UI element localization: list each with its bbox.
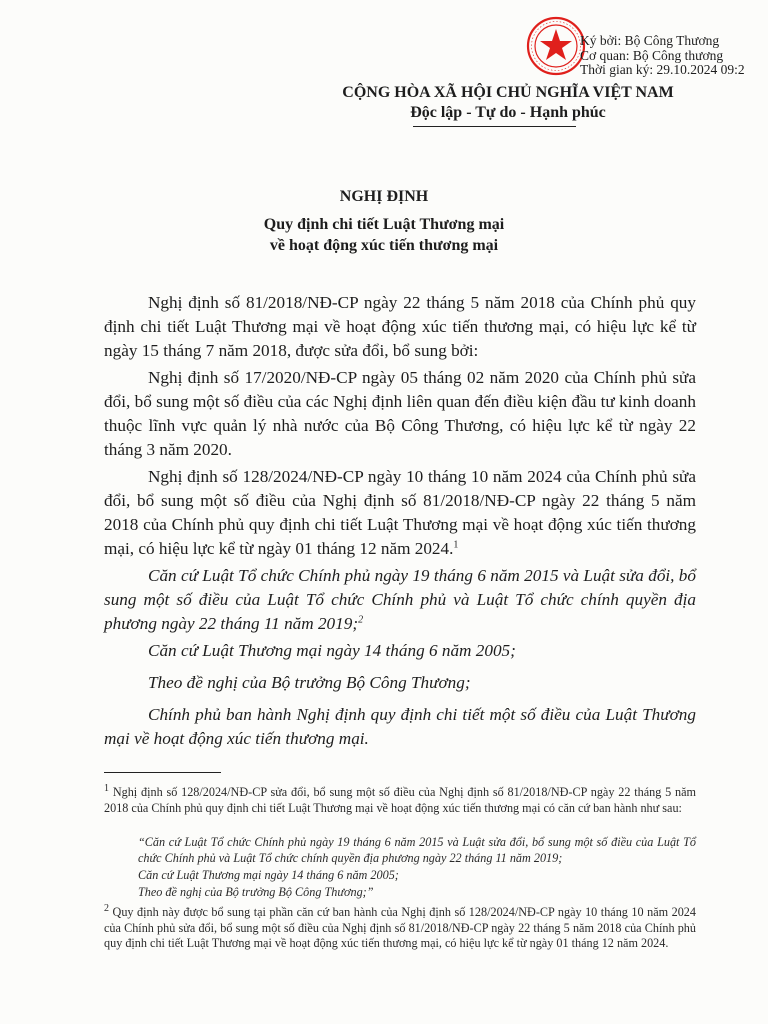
paragraph-4-text: Căn cứ Luật Tổ chức Chính phủ ngày 19 tháng 6 năm 2015 và Luật sửa đổi, bổ sung một số điều của Luật Tổ chức Chính phủ và Luật Tổ chức chính quyền địa phương ngày 22 tháng 11 năm 2019;	[104, 566, 696, 633]
national-title: CỘNG HÒA XÃ HỘI CHỦ NGHĨA VIỆT NAM	[342, 84, 674, 101]
footnote-1-quote-2: Căn cứ Luật Thương mại ngày 14 tháng 6 năm 2005;	[138, 868, 399, 882]
paragraph-5: Căn cứ Luật Thương mại ngày 14 tháng 6 năm 2005;	[148, 641, 516, 660]
digital-signature-seal	[526, 16, 586, 76]
footnote-1-text: Nghị định số 128/2024/NĐ-CP sửa đổi, bổ sung một số điều của Nghị định số 81/2018/NĐ-CP ngày 22 tháng 5 năm 2018 của Chính phủ quy định chi tiết Luật Thương mại về hoạt động xúc tiến thương mại có căn cứ ban hành như sau:	[104, 785, 696, 815]
paragraph-3	[104, 465, 696, 561]
subject-line-1: Quy định chi tiết Luật Thương mại	[263, 216, 505, 233]
footnote-1	[104, 782, 696, 816]
document-type: NGHỊ ĐỊNH	[339, 188, 429, 205]
motto-underline	[413, 126, 576, 127]
footnote-ref-2[interactable]: 2	[358, 614, 364, 626]
signature-signer: Ký bởi: Bộ Công Thương	[580, 33, 720, 48]
paragraph-6: Theo đề nghị của Bộ trưởng Bộ Công Thương;	[148, 673, 471, 692]
footnote-separator	[104, 772, 221, 773]
footnote-2	[104, 902, 696, 952]
paragraph-3-text: Nghị định số 128/2024/NĐ-CP ngày 10 tháng 10 năm 2024 của Chính phủ sửa đổi, bổ sung một số điều của Nghị định số 81/2018/NĐ-CP ngày 22 tháng 5 năm 2018 của Chính phủ quy định chi tiết Luật Thương mại về hoạt động xúc tiến thương mại, có hiệu lực kể từ ngày 01 tháng 12 năm 2024.	[104, 467, 696, 558]
document-subject	[0, 214, 768, 256]
footnote-ref-1[interactable]: 1	[453, 539, 459, 551]
paragraph-1: Nghị định số 81/2018/NĐ-CP ngày 22 tháng 5 năm 2018 của Chính phủ quy định chi tiết Luật Thương mại về hoạt động xúc tiến thương mại, có hiệu lực kể từ ngày 15 tháng 7 năm 2018, được sửa đổi, bổ sung bởi:	[104, 293, 696, 360]
footnote-2-text: Quy định này được bổ sung tại phần căn cứ ban hành của Nghị định số 128/2024/NĐ-CP ngày 10 tháng 10 năm 2024 của Chính phủ sửa đổi, bổ sung một số điều của Nghị định số 81/2018/NĐ-CP ngày 22 tháng 5 năm 2018 của Chính phủ quy định chi tiết Luật Thương mại về hoạt động xúc tiến thương mại, có hiệu lực kể từ ngày 01 tháng 12 năm 2024.	[104, 905, 696, 950]
signature-info	[580, 34, 745, 78]
footnote-1-quote-3: Theo đề nghị của Bộ trưởng Bộ Công Thương;”	[138, 885, 374, 899]
paragraph-2: Nghị định số 17/2020/NĐ-CP ngày 05 tháng 02 năm 2020 của Chính phủ sửa đổi, bổ sung một số điều của các Nghị định liên quan đến điều kiện đầu tư kinh doanh thuộc lĩnh vực quản lý nhà nước của Bộ Công Thương, có hiệu lực kể từ ngày 22 tháng 3 năm 2020.	[104, 368, 696, 459]
paragraph-7: Chính phủ ban hành Nghị định quy định chi tiết một số điều của Luật Thương mại về hoạt động xúc tiến thương mại.	[104, 705, 696, 748]
footnote-2-mark: 2	[104, 902, 109, 914]
paragraph-4	[104, 564, 696, 636]
footnote-1-quote-1: “Căn cứ Luật Tổ chức Chính phủ ngày 19 tháng 6 năm 2015 và Luật sửa đổi, bổ sung một số điều của Luật Tổ chức Chính phủ và Luật Tổ chức chính quyền địa phương ngày 22 tháng 11 năm 2019;	[138, 835, 696, 865]
footnote-1-mark: 1	[104, 782, 109, 794]
signature-agency: Cơ quan: Bộ Công thương	[580, 47, 724, 63]
subject-line-2: về hoạt động xúc tiến thương mại	[269, 237, 499, 254]
national-motto: Độc lập - Tự do - Hạnh phúc	[410, 104, 606, 121]
signature-time: Thời gian ký: 29.10.2024 09:2	[580, 62, 745, 77]
